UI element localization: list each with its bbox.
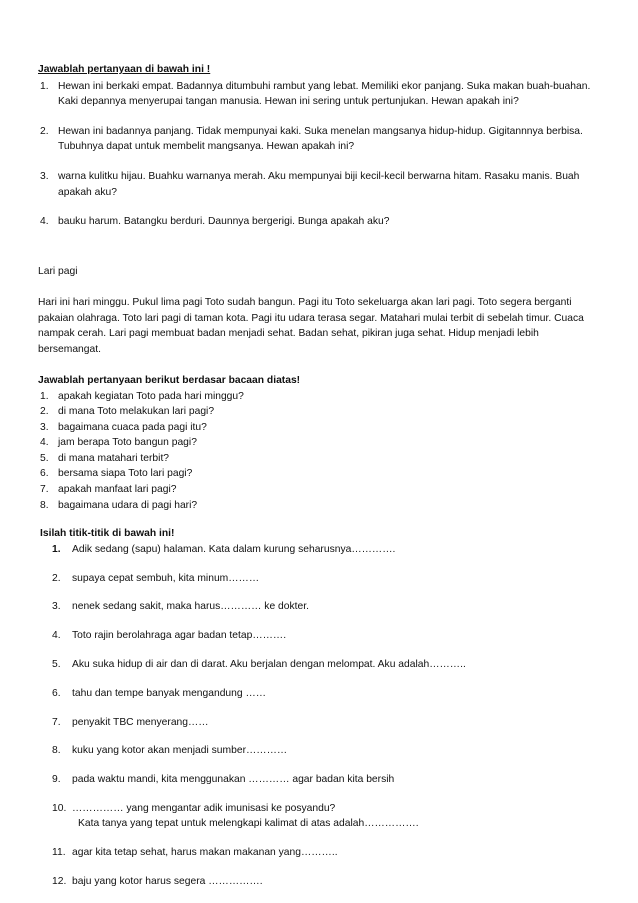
list-item (52, 743, 600, 759)
fill-text: penyakit TBC menyerang…… (72, 716, 209, 728)
item-number: 3. (52, 601, 61, 613)
item-number: 11. (52, 847, 66, 859)
section1-question-list (38, 79, 600, 230)
fill-text: …………… yang mengantar adik imunisasi ke posyandu? (72, 802, 336, 814)
item-number: 9. (52, 774, 61, 786)
story-paragraph: Hari ini hari minggu. Pukul lima pagi Toto sudah bangun. Pagi itu Toto sekeluarga akan lari pagi. Toto segera berganti pakaian olahraga. Toto lari pagi di taman kota. Pagi itu udara terasa segar. Matahari mulai terbit di sebelah timur. Cuaca nampak cerah. Lari pagi membuat badan menjadi sehat. Badan sehat, pikiran juga sehat. Hidup menjadi lebih bersemangat. (38, 296, 584, 355)
story-title: Lari pagi (38, 265, 78, 277)
list-item (38, 214, 600, 230)
question-text: warna kulitku hijau. Buahku warnanya merah. Aku mempunyai biji kecil-kecil berwarna hitam. Rasaku manis. Buah apakah aku? (58, 170, 580, 198)
list-item (38, 466, 600, 482)
list-item (52, 571, 600, 587)
fill-text: supaya cepat sembuh, kita minum……… (72, 572, 260, 584)
question-text: bauku harum. Batangku berduri. Daunnya bergerigi. Bunga apakah aku? (58, 216, 390, 228)
item-number: 5. (52, 658, 61, 670)
section2-question-list (38, 389, 600, 514)
list-item (52, 874, 600, 890)
section2-heading: Jawablah pertanyaan berikut berdasar bacaan diatas! (38, 374, 301, 386)
item-number: 7. (40, 484, 49, 496)
question-text: Hewan ini berkaki empat. Badannya ditumbuhi rambut yang lebat. Memiliki ekor panjang. Suka makan buah-buahan. Kaki depannya menyerupai tangan manusia. Hewan ini sering untuk pertunjukan. Hewan apakah ini? (58, 80, 591, 108)
question-text: bersama siapa Toto lari pagi? (58, 468, 193, 480)
item-number: 8. (40, 499, 49, 511)
fill-text: kuku yang kotor akan menjadi sumber………… (72, 745, 288, 757)
question-text: bagaimana cuaca pada pagi itu? (58, 421, 207, 433)
list-item (38, 451, 600, 467)
fill-text: tahu dan tempe banyak mengandung …… (72, 687, 267, 699)
list-item (38, 124, 600, 155)
item-number: 3. (40, 421, 49, 433)
list-item (38, 169, 600, 200)
item-number: 6. (40, 468, 49, 480)
list-item (52, 845, 600, 861)
list-item (38, 420, 600, 436)
fill-text: pada waktu mandi, kita menggunakan ………… agar badan kita bersih (72, 774, 395, 786)
item-number: 1. (52, 543, 61, 555)
question-text: bagaimana udara di pagi hari? (58, 499, 198, 511)
item-number: 4. (40, 216, 49, 228)
fill-subtext: Kata tanya yang tepat untuk melengkapi kalimat di atas adalah……………. (78, 818, 419, 830)
section3-fill-list (38, 542, 600, 890)
item-number: 2. (40, 406, 49, 418)
item-number: 8. (52, 745, 61, 757)
list-item (38, 389, 600, 405)
item-number: 5. (40, 452, 49, 464)
list-item (38, 498, 600, 514)
question-text: apakah kegiatan Toto pada hari minggu? (58, 390, 244, 402)
item-number: 4. (52, 630, 61, 642)
fill-text: Adik sedang (sapu) halaman. Kata dalam kurung seharusnya…………. (72, 543, 396, 555)
list-item (38, 435, 600, 451)
list-item (52, 599, 600, 615)
list-item (38, 482, 600, 498)
list-item (52, 686, 600, 702)
list-item (52, 772, 600, 788)
question-text: jam berapa Toto bangun pagi? (58, 437, 197, 449)
fill-text: Aku suka hidup di air dan di darat. Aku berjalan dengan melompat. Aku adalah……….. (72, 658, 466, 670)
question-text: di mana Toto melakukan lari pagi? (58, 406, 215, 418)
item-number: 1. (40, 80, 49, 92)
list-item (38, 79, 600, 110)
list-item (52, 801, 600, 832)
item-number: 6. (52, 687, 61, 699)
list-item (38, 404, 600, 420)
section1-heading: Jawablah pertanyaan di bawah ini ! (38, 64, 211, 75)
item-number: 7. (52, 716, 61, 728)
list-item (52, 628, 600, 644)
item-number: 10. (52, 802, 67, 814)
item-number: 4. (40, 437, 49, 449)
question-text: Hewan ini badannya panjang. Tidak mempunyai kaki. Suka menelan mangsanya hidup-hidup. Gigitannnya berbisa. Tubuhnya dapat untuk membelit mangsanya. Hewan apakah ini? (58, 125, 583, 153)
item-number: 3. (40, 170, 49, 182)
item-number: 2. (52, 572, 61, 584)
fill-text: agar kita tetap sehat, harus makan makanan yang……….. (72, 847, 338, 859)
fill-text: baju yang kotor harus segera ……………. (72, 876, 263, 888)
item-number: 12. (52, 876, 67, 888)
item-number: 1. (40, 390, 49, 402)
question-text: apakah manfaat lari pagi? (58, 484, 177, 496)
fill-text: Toto rajin berolahraga agar badan tetap………. (72, 630, 287, 642)
fill-text: nenek sedang sakit, maka harus………… ke dokter. (72, 601, 309, 613)
list-item (52, 657, 600, 673)
question-text: di mana matahari terbit? (58, 452, 170, 464)
list-item (52, 715, 600, 731)
list-item (52, 542, 600, 558)
document-page (38, 62, 600, 903)
item-number: 2. (40, 125, 49, 137)
section3-heading: Isilah titik-titik di bawah ini! (40, 528, 175, 540)
